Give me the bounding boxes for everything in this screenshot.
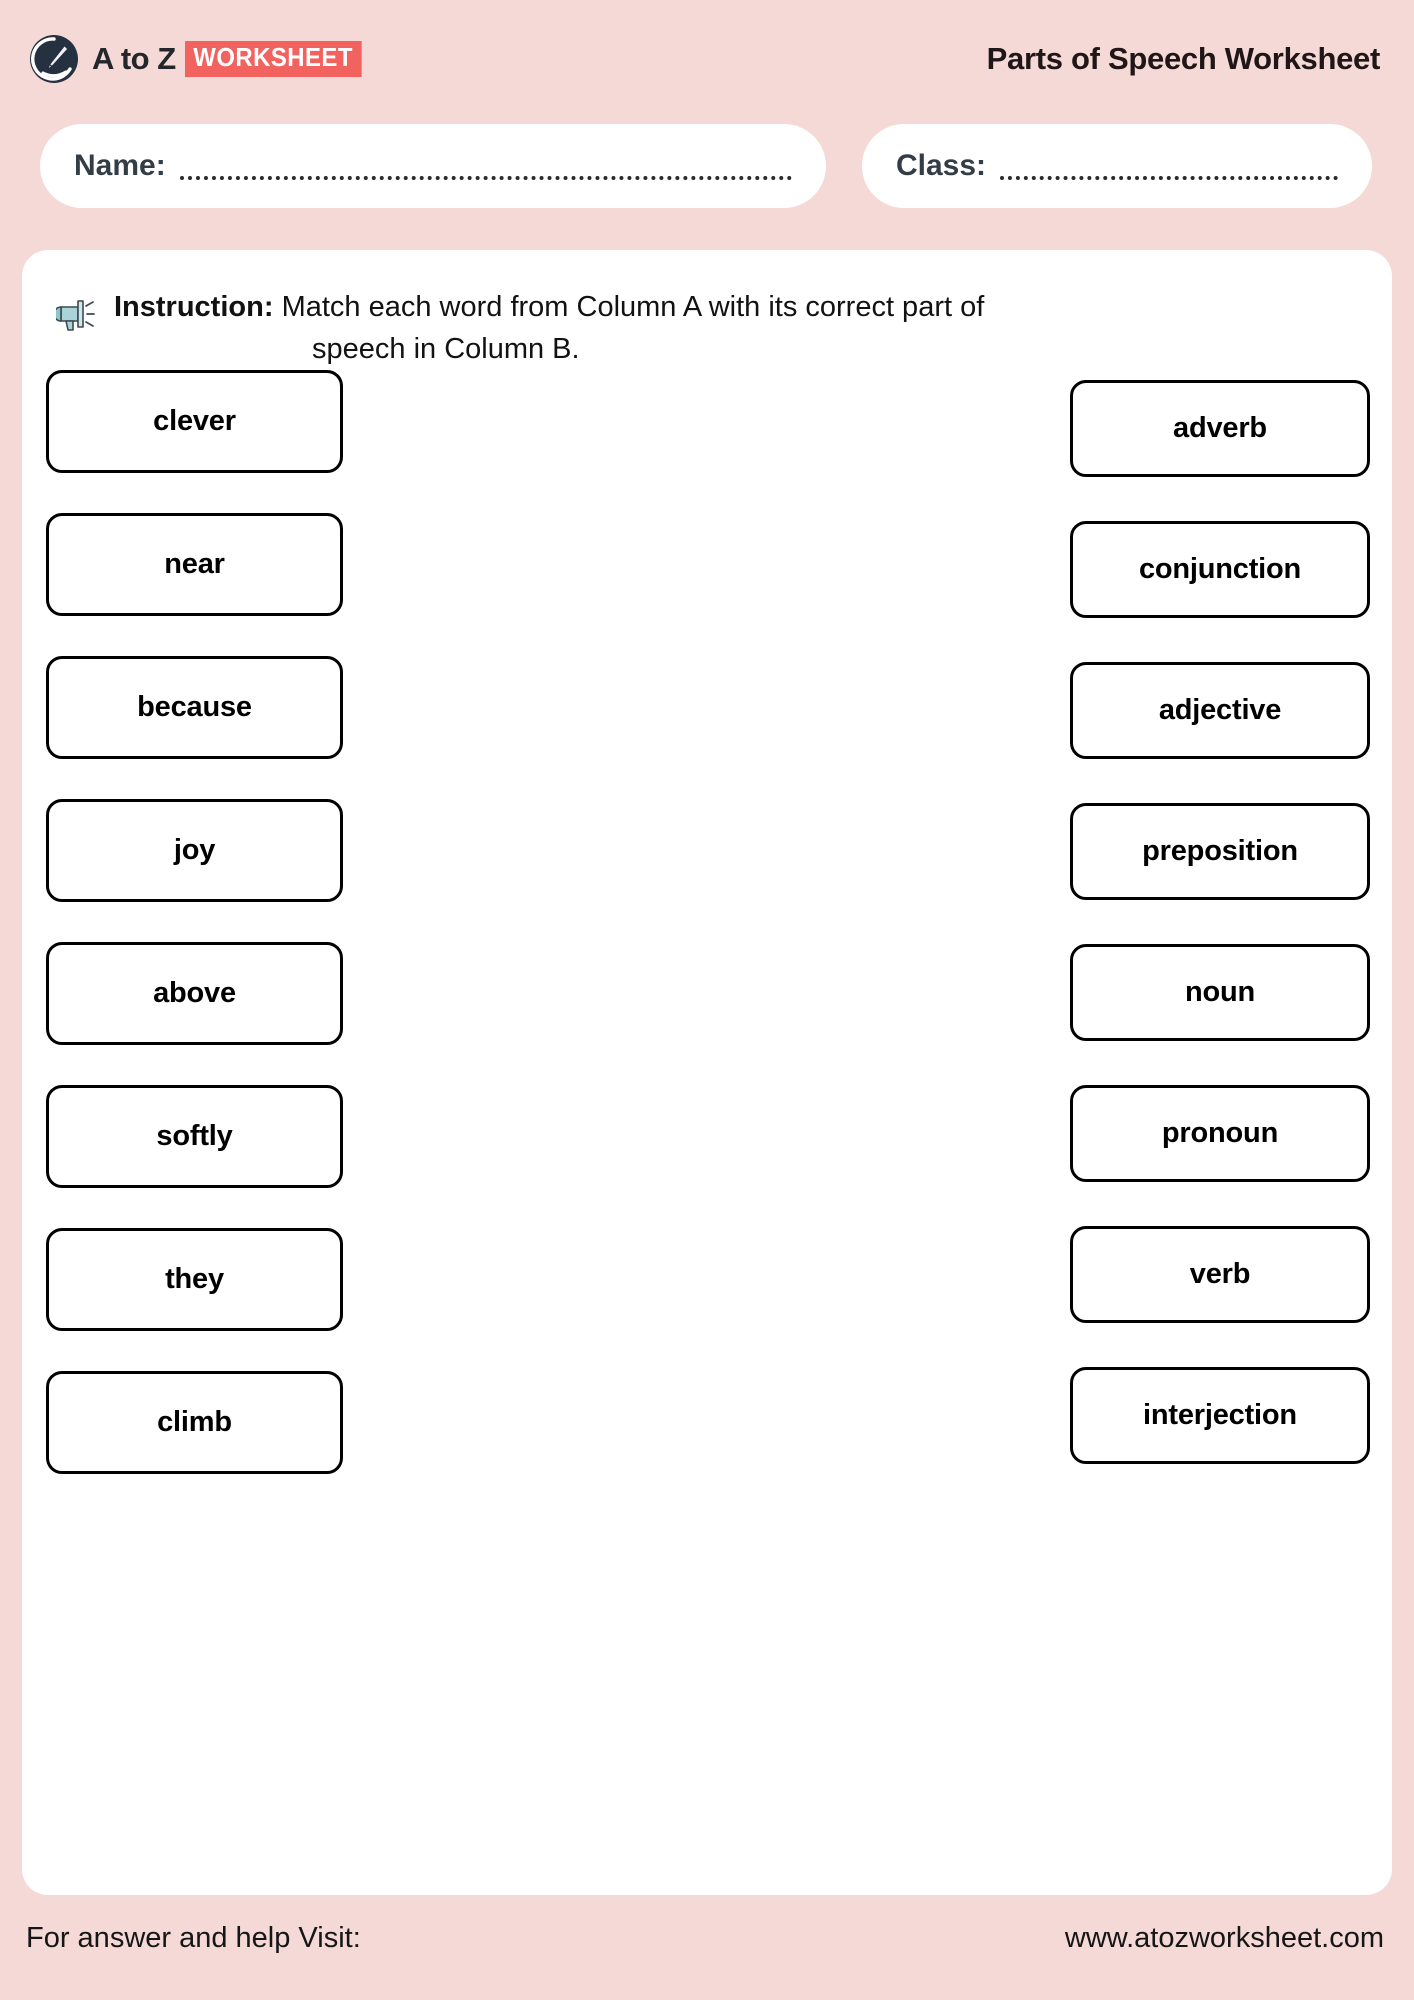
instruction-line-1: Match each word from Column A with its correct part of bbox=[281, 291, 985, 323]
brand-logo[interactable] bbox=[26, 31, 376, 87]
part-of-speech-card[interactable]: verb bbox=[1070, 1226, 1370, 1323]
page-title: Parts of Speech Worksheet bbox=[986, 41, 1380, 76]
class-input-line[interactable] bbox=[1000, 156, 1338, 180]
instruction-line-2: speech in Column B. bbox=[312, 333, 580, 366]
footer-help-text: For answer and help Visit: bbox=[26, 1922, 361, 1954]
matching-columns bbox=[22, 362, 1392, 1862]
name-label: Name: bbox=[74, 149, 166, 182]
student-info-row bbox=[0, 118, 1414, 214]
brand-primary-text: A to Z bbox=[92, 41, 176, 76]
word-card[interactable]: softly bbox=[46, 1085, 343, 1188]
word-card[interactable]: above bbox=[46, 942, 343, 1045]
word-card[interactable]: climb bbox=[46, 1371, 343, 1474]
column-a bbox=[46, 362, 346, 1514]
part-of-speech-card[interactable]: pronoun bbox=[1070, 1085, 1370, 1182]
brand-badge-text: WORKSHEET bbox=[185, 41, 361, 76]
worksheet-card bbox=[22, 250, 1392, 1895]
class-label: Class: bbox=[896, 149, 987, 182]
name-field[interactable] bbox=[40, 124, 826, 208]
instruction-text bbox=[110, 286, 984, 370]
instruction-label: Instruction: bbox=[114, 291, 274, 323]
word-card[interactable]: because bbox=[46, 656, 343, 759]
name-input-line[interactable] bbox=[180, 156, 792, 180]
part-of-speech-card[interactable]: preposition bbox=[1070, 803, 1370, 900]
class-field[interactable] bbox=[862, 124, 1372, 208]
word-card[interactable]: joy bbox=[46, 799, 343, 902]
megaphone-icon bbox=[56, 292, 98, 334]
pen-circle-logo-icon bbox=[26, 31, 82, 87]
part-of-speech-card[interactable]: adjective bbox=[1070, 662, 1370, 759]
word-card[interactable]: clever bbox=[46, 370, 343, 473]
part-of-speech-card[interactable]: conjunction bbox=[1070, 521, 1370, 618]
word-card[interactable]: near bbox=[46, 513, 343, 616]
page-header bbox=[0, 0, 1414, 118]
brand-wordmark bbox=[92, 41, 376, 77]
column-b bbox=[1070, 362, 1370, 1508]
page-footer bbox=[0, 1895, 1414, 2000]
part-of-speech-card[interactable]: adverb bbox=[1070, 380, 1370, 477]
part-of-speech-card[interactable]: interjection bbox=[1070, 1367, 1370, 1464]
instruction-block bbox=[22, 250, 1392, 370]
part-of-speech-card[interactable]: noun bbox=[1070, 944, 1370, 1041]
word-card[interactable]: they bbox=[46, 1228, 343, 1331]
footer-website-link[interactable]: www.atozworksheet.com bbox=[1064, 1922, 1384, 1954]
